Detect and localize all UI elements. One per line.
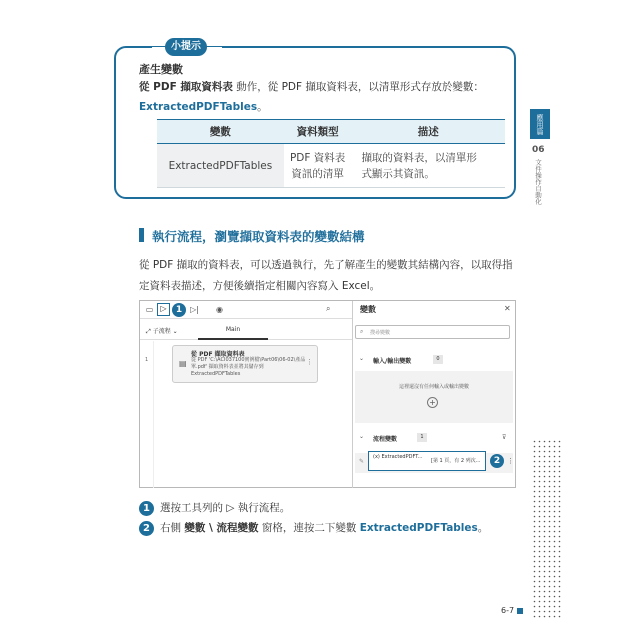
save-icon[interactable]: ▭ bbox=[145, 305, 154, 314]
tip-description: 從 PDF 擷取資料表 動作，從 PDF 擷取資料表，以清單形式存放於變數：ExtractedPDFTables。 bbox=[139, 81, 484, 113]
io-variables-empty: 這裡還沒有任何輸入或輸出變數 + bbox=[355, 371, 513, 423]
tip-title: 產生變數 bbox=[139, 63, 183, 76]
record-icon[interactable]: ◉ bbox=[216, 305, 223, 314]
step-2: 2 右側 變數 \ 流程變數 窗格，連按二下變數 ExtractedPDFTables。 bbox=[139, 520, 488, 536]
variables-pane-title: 變數 bbox=[360, 305, 376, 314]
cell-data-type: PDF 資料表 資訊的清單 bbox=[284, 144, 352, 188]
cell-variable-name: ExtractedPDFTables bbox=[157, 144, 284, 188]
section-title: 執行流程，瀏覽擷取資料表的變數結構 bbox=[152, 229, 365, 244]
close-icon[interactable]: ✕ bbox=[504, 304, 511, 313]
filter-icon[interactable]: ⊽ bbox=[502, 434, 507, 441]
callout-1: 1 bbox=[172, 303, 186, 317]
io-variables-section[interactable]: ⌄ 輸入/輸出變數 0 bbox=[355, 351, 513, 369]
table-row bbox=[157, 144, 505, 188]
table-header-variable: 變數 bbox=[157, 120, 284, 144]
side-tab-chapter: 06 bbox=[532, 145, 545, 155]
search-icon[interactable]: ⌕ bbox=[326, 304, 331, 313]
section-paragraph: 從 PDF 擷取的資料表，可以透過執行，先了解產生的變數其結構內容，以取得指定資料表描述，方便後續指定相關內容寫入 Excel。 bbox=[139, 259, 513, 292]
section-marker bbox=[139, 228, 144, 242]
pdf-icon: ▤ bbox=[179, 359, 187, 368]
search-icon: ⌕ bbox=[360, 328, 364, 335]
callout-2: 2 bbox=[490, 454, 504, 468]
side-tab-subtitle: 文件操作自動化 bbox=[534, 159, 542, 205]
line-gutter: 1 bbox=[140, 341, 154, 488]
variable-search-input[interactable]: ⌕ 搜尋變數 bbox=[355, 325, 510, 339]
page-marker bbox=[517, 608, 523, 614]
subflow-tabs bbox=[140, 320, 352, 340]
run-icon[interactable]: ▷ bbox=[157, 303, 170, 316]
next-step-icon[interactable]: ▷| bbox=[190, 305, 199, 314]
chevron-down-icon: ⌄ bbox=[359, 355, 365, 362]
pad-screenshot bbox=[139, 300, 516, 488]
chevron-down-icon: ⌄ bbox=[359, 433, 365, 440]
cell-description: 擷取的資料表，以清單形 式顯示其資訊。 bbox=[351, 144, 505, 188]
action-title: 從 PDF 擷取資料表 bbox=[191, 351, 245, 358]
panel-divider bbox=[352, 301, 353, 488]
variable-table bbox=[157, 119, 505, 188]
flow-variables-section[interactable]: ⌄ 流程變數 1 bbox=[355, 429, 513, 447]
more-icon[interactable]: ⋮ bbox=[507, 457, 514, 465]
subflow-dropdown[interactable]: ⤢ 子流程 ⌄ bbox=[146, 328, 178, 335]
action-description: 從 PDF 'C:\ACI037100實例檔\Part06\06-02\產品單.pdf' 擷取資料表並將其儲存到 ExtractedPDFTables bbox=[191, 357, 306, 377]
action-extract-pdf-tables[interactable] bbox=[172, 345, 318, 383]
table-header-description: 描述 bbox=[351, 120, 505, 144]
page-number: 6-7 bbox=[501, 606, 515, 615]
more-icon[interactable]: ⋮ bbox=[306, 358, 313, 366]
side-tab-label: 應用篇 bbox=[530, 109, 550, 139]
variable-extractedpdftables[interactable]: (x) ExtractedPDFT... [第 1 頁，有 2 列次... bbox=[368, 451, 486, 471]
add-icon[interactable]: + bbox=[427, 397, 438, 408]
tip-badge: 小提示 bbox=[165, 38, 207, 56]
tab-main[interactable]: Main bbox=[198, 320, 268, 340]
step-1: 1 選按工具列的 ▷ 執行流程。 bbox=[139, 500, 290, 516]
decorative-dots bbox=[533, 440, 561, 618]
table-header-type: 資料類型 bbox=[284, 120, 352, 144]
chapter-side-tab bbox=[530, 109, 552, 205]
pin-icon[interactable]: ✎ bbox=[359, 458, 365, 465]
